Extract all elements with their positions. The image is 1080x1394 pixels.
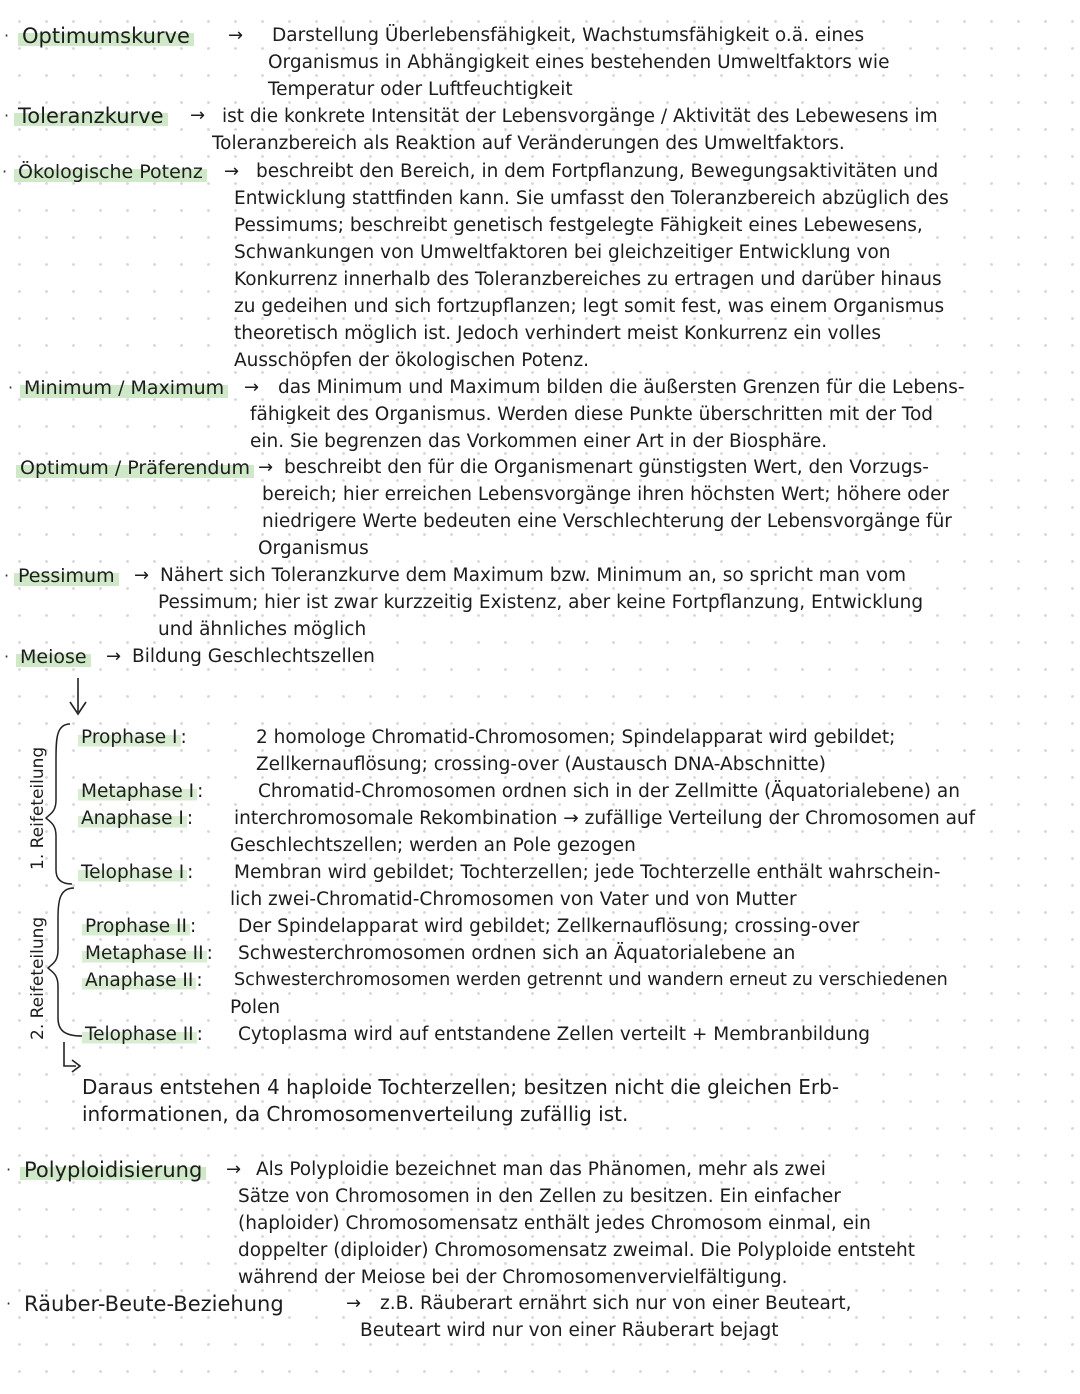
term-raeuber-beute-beziehung: Räuber-Beute-Beziehung <box>24 1292 284 1316</box>
arrow-icon: → <box>190 105 206 126</box>
phase-telophase-2: Telophase II : <box>82 1021 203 1048</box>
definition-line: Ausschöpfen der ökologischen Potenz. <box>234 350 590 371</box>
definition-line: das Minimum und Maximum bilden die äußersten Grenzen für die Lebens- <box>278 377 965 398</box>
term-minimum-maximum: Minimum / Maximum <box>20 376 228 400</box>
phase-name: Telophase II <box>82 1024 197 1045</box>
phase-prophase-1: Prophase I : <box>78 724 187 751</box>
definition-line: Sätze von Chromosomen in den Zellen zu besitzen. Ein einfacher <box>238 1186 841 1207</box>
bullet: · <box>4 106 10 125</box>
phase-description: Schwesterchromosomen ordnen sich an Äquatorialebene an <box>238 943 796 964</box>
definition-line: Toleranzbereich als Reaktion auf Veränderungen des Umweltfaktors. <box>212 133 845 154</box>
definition-line: und ähnliches möglich <box>158 619 367 640</box>
term-pessimum: Pessimum <box>14 564 119 588</box>
phase-description: Geschlechtszellen; werden an Pole gezogen <box>230 835 636 856</box>
definition-line: Als Polyploidie bezeichnet man das Phänomen, mehr als zwei <box>256 1159 826 1180</box>
definition-line: Darstellung Überlebensfähigkeit, Wachstumsfähigkeit o.ä. eines <box>272 25 865 46</box>
phase-metaphase-2: Metaphase II : <box>82 940 213 967</box>
phase-description: interchromosomale Rekombination → zufällige Verteilung der Chromosomen auf <box>234 808 976 829</box>
definition-line: Nähert sich Toleranzkurve dem Maximum bzw. Minimum an, so spricht man vom <box>160 565 907 586</box>
definition-line: (haploider) Chromosomensatz enthält jedes Chromosom einmal, ein <box>238 1213 871 1234</box>
definition-line: Schwankungen von Umweltfaktoren bei gleichzeitiger Entwicklung von <box>234 242 891 263</box>
phase-name: Metaphase II <box>82 943 207 964</box>
definition-line: Pessimum; hier ist zwar kurzzeitig Existenz, aber keine Fortpflanzung, Entwicklung <box>158 592 924 613</box>
phase-description: Zellkernauflösung; crossing-over (Austausch DNA-Abschnitte) <box>256 754 826 775</box>
definition-line: fähigkeit des Organismus. Werden diese Punkte überschritten mit der Tod <box>250 404 934 425</box>
bullet: · <box>6 1294 12 1313</box>
term-polyploidisierung: Polyploidisierung <box>20 1158 206 1182</box>
phase-name: Prophase II <box>82 916 190 937</box>
bullet: · <box>8 378 14 397</box>
phase-name: Prophase I <box>78 727 181 748</box>
bullet: · <box>6 1160 12 1179</box>
phase-name: Anaphase II <box>82 970 196 991</box>
arrow-icon: → <box>224 161 240 182</box>
label-first-meiotic-division: 1. Reifeteilung <box>28 746 48 870</box>
bullet: · <box>2 162 8 181</box>
meiosis-result: Daraus entstehen 4 haploide Tochterzellen; besitzen nicht die gleichen Erb- <box>82 1075 840 1099</box>
phase-description: Cytoplasma wird auf entstandene Zellen verteilt + Membranbildung <box>238 1024 871 1045</box>
term-optimum-praeferendum: Optimum / Präferendum <box>16 456 254 480</box>
definition-line: z.B. Räuberart ernährt sich nur von einer Beuteart, <box>380 1293 852 1314</box>
definition-line: Temperatur oder Luftfeuchtigkeit <box>268 79 573 100</box>
definition-line: zu gedeihen und sich fortzupflanzen; legt somit fest, was einem Organismus <box>234 296 945 317</box>
definition-line: niedrigere Werte bedeuten eine Verschlechterung der Lebensvorgänge für <box>262 511 952 532</box>
term-oekologische-potenz: Ökologische Potenz <box>14 160 207 184</box>
definition-line: Beuteart wird nur von einer Räuberart bejagt <box>360 1320 779 1341</box>
phase-description: Membran wird gebildet; Tochterzellen; jede Tochterzelle enthält wahrschein- <box>234 862 941 883</box>
bullet: · <box>4 26 10 45</box>
definition-line: doppelter (diploider) Chromosomensatz zweimal. Die Polyploide entsteht <box>238 1240 916 1261</box>
arrow-icon: → <box>226 1159 242 1180</box>
definition-line: bereich; hier erreichen Lebensvorgänge ihren höchsten Wert; höhere oder <box>262 484 950 505</box>
definition-line: beschreibt den Bereich, in dem Fortpflanzung, Bewegungsaktivitäten und <box>256 161 939 182</box>
arrow-icon: → <box>346 1293 362 1314</box>
arrow-icon: → <box>258 457 274 478</box>
arrow-icon: → <box>244 377 260 398</box>
phase-description: 2 homologe Chromatid-Chromosomen; Spindelapparat wird gebildet; <box>256 727 896 748</box>
definition-line: Entwicklung stattfinden kann. Sie umfasst den Toleranzbereich abzüglich des <box>234 188 949 209</box>
phase-metaphase-1: Metaphase I : <box>78 778 203 805</box>
definition-line: ein. Sie begrenzen das Vorkommen einer Art in der Biosphäre. <box>250 431 828 452</box>
phase-description: Schwesterchromosomen werden getrennt und wandern erneut zu verschiedenen <box>234 970 948 990</box>
definition-line: Organismus in Abhängigkeit eines bestehenden Umweltfaktors wie <box>268 52 890 73</box>
definition-line: beschreibt den für die Organismenart günstigsten Wert, den Vorzugs- <box>284 457 929 478</box>
meiosis-result: informationen, da Chromosomenverteilung zufällig ist. <box>82 1102 629 1126</box>
phase-name: Telophase I <box>78 862 187 883</box>
bullet: · <box>4 647 10 666</box>
definition-line: Bildung Geschlechtszellen <box>132 646 375 667</box>
arrow-icon: → <box>228 25 244 46</box>
definition-line: ist die konkrete Intensität der Lebensvorgänge / Aktivität des Lebewesens im <box>222 106 938 127</box>
phase-description: Der Spindelapparat wird gebildet; Zellkernauflösung; crossing-over <box>238 916 860 937</box>
phase-description: lich zwei-Chromatid-Chromosomen von Vater und von Mutter <box>230 889 797 910</box>
definition-line: theoretisch möglich ist. Jedoch verhindert meist Konkurrenz ein volles <box>234 323 882 344</box>
phase-name: Metaphase I <box>78 781 197 802</box>
arrow-icon: → <box>106 646 122 667</box>
term-optimumskurve: Optimumskurve <box>18 24 194 48</box>
definition-line: Organismus <box>258 538 369 559</box>
bullet: · <box>4 566 10 585</box>
definition-line: während der Meiose bei der Chromosomenvervielfältigung. <box>238 1267 788 1288</box>
phase-description: Chromatid-Chromosomen ordnen sich in der Zellmitte (Äquatorialebene) an <box>258 781 960 802</box>
phase-name: Anaphase I <box>78 808 187 829</box>
arrow-icon: → <box>134 565 150 586</box>
phase-anaphase-1: Anaphase I : <box>78 805 193 832</box>
label-second-meiotic-division: 2. Reifeteilung <box>28 916 48 1040</box>
phase-description: Polen <box>230 997 281 1018</box>
phase-prophase-2: Prophase II : <box>82 913 196 940</box>
definition-line: Konkurrenz innerhalb des Toleranzbereiches zu ertragen und darüber hinaus <box>234 269 942 290</box>
phase-anaphase-2: Anaphase II : <box>82 967 203 994</box>
term-meiose: Meiose <box>16 645 91 669</box>
term-toleranzkurve: Toleranzkurve <box>14 104 168 128</box>
definition-line: Pessimums; beschreibt genetisch festgelegte Fähigkeit eines Lebewesens, <box>234 215 923 236</box>
phase-telophase-1: Telophase I : <box>78 859 193 886</box>
